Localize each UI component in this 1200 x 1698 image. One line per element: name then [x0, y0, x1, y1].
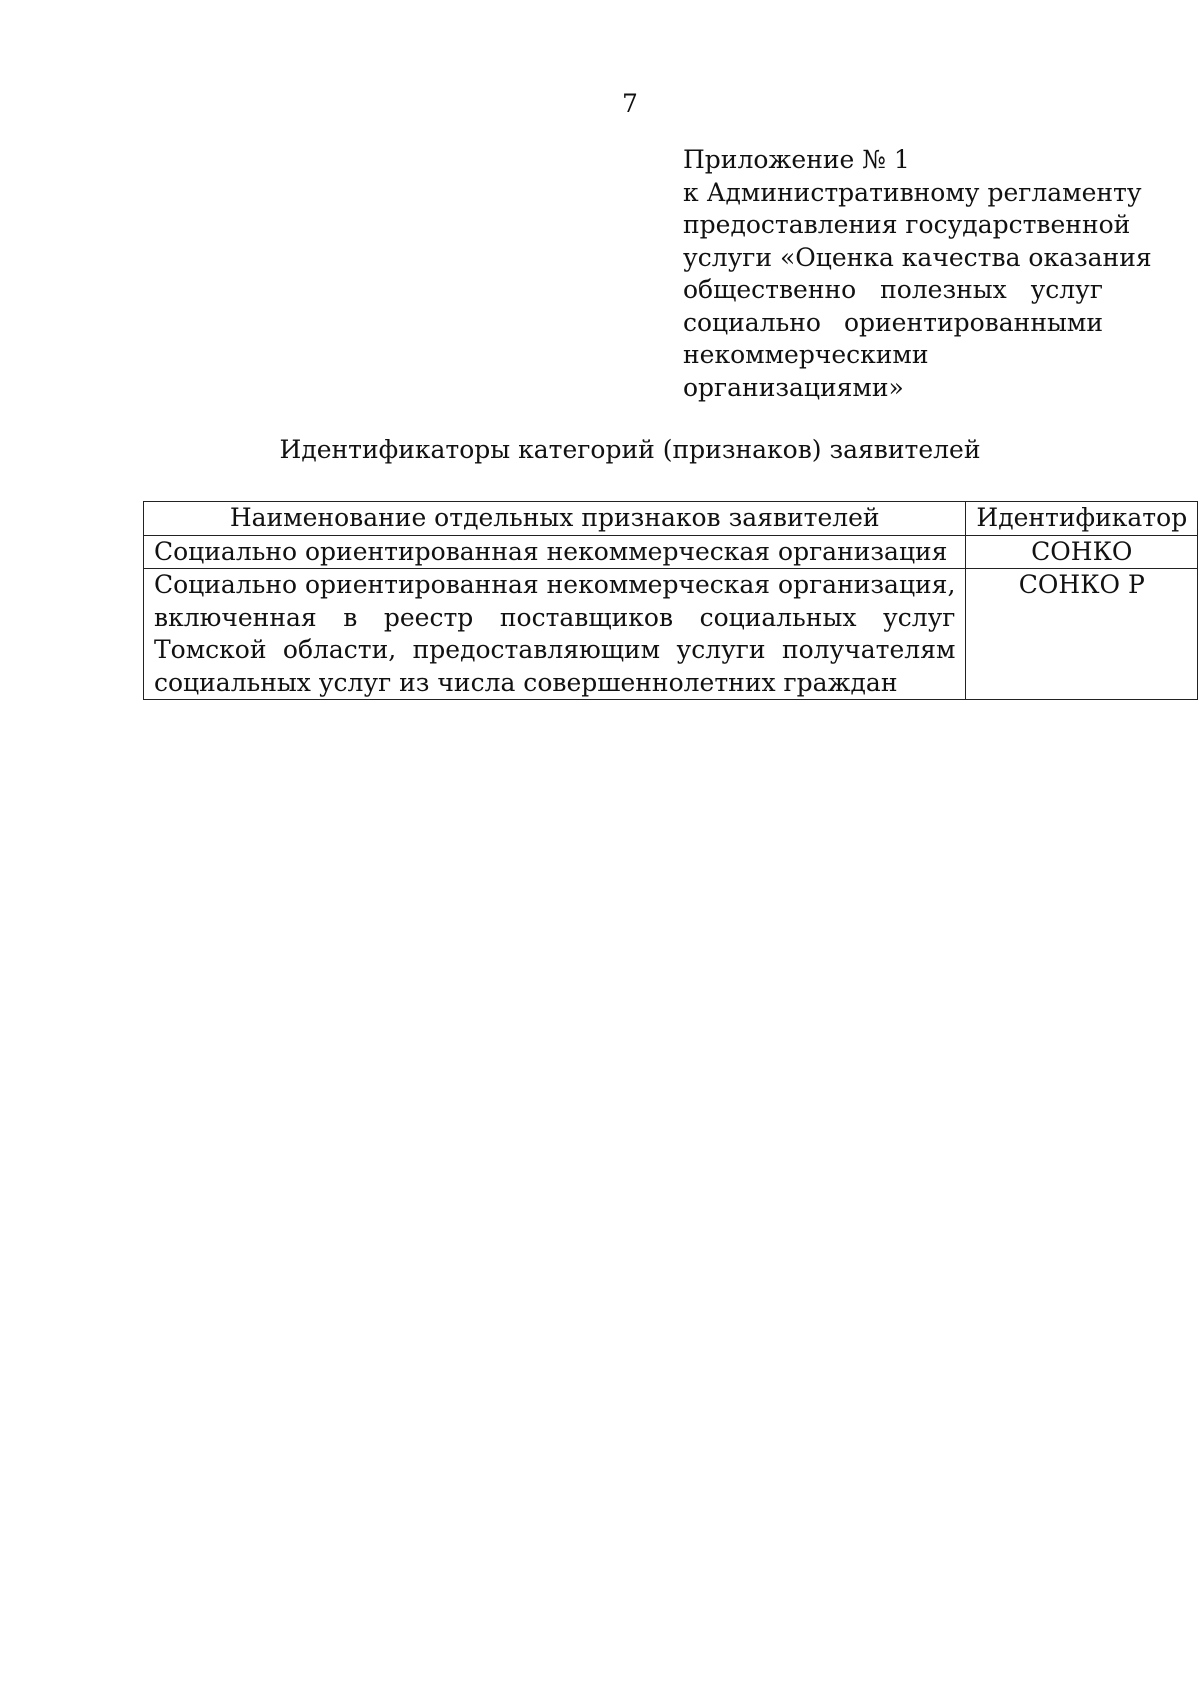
- table-cell-identifier: СОНКО: [966, 535, 1198, 569]
- cell-text-line: Томской области, предоставляющим услуги получателям: [154, 635, 956, 664]
- page-number: 7: [622, 89, 638, 118]
- column-header-name: Наименование отдельных признаков заявителей: [144, 502, 966, 536]
- column-header-identifier: Идентификатор: [966, 502, 1198, 536]
- table-cell-identifier: СОНКО Р: [966, 569, 1198, 700]
- appendix-line: услуги «Оценка качества оказания: [683, 242, 1152, 272]
- appendix-heading: Приложение № 1: [683, 145, 910, 174]
- table-cell-name: [144, 535, 966, 569]
- appendix-line: к Административному регламенту: [683, 177, 1142, 207]
- appendix-line: социально ориентированными: [683, 307, 1103, 337]
- cell-text-line: социальных услуг из числа совершеннолетних граждан: [154, 667, 898, 697]
- identifiers-table: [143, 501, 1198, 700]
- cell-text-line: Социально ориентированная некоммерческая организация: [154, 536, 948, 566]
- table-header-row: [144, 502, 1198, 536]
- appendix-line: общественно полезных услуг: [683, 275, 1103, 304]
- appendix-line: предоставления государственной: [683, 210, 1131, 239]
- appendix-line: организациями»: [683, 372, 904, 402]
- cell-text-line: Социально ориентированная некоммерческая организация,: [154, 570, 956, 599]
- cell-text-line: включенная в реестр поставщиков социальных услуг: [154, 602, 956, 632]
- table-row: [144, 535, 1198, 569]
- table-cell-name: [144, 569, 966, 700]
- document-title: Идентификаторы категорий (признаков) заявителей: [279, 435, 981, 464]
- table-row: [144, 569, 1198, 700]
- appendix-line: некоммерческими: [683, 340, 929, 369]
- appendix-block: [683, 144, 1152, 404]
